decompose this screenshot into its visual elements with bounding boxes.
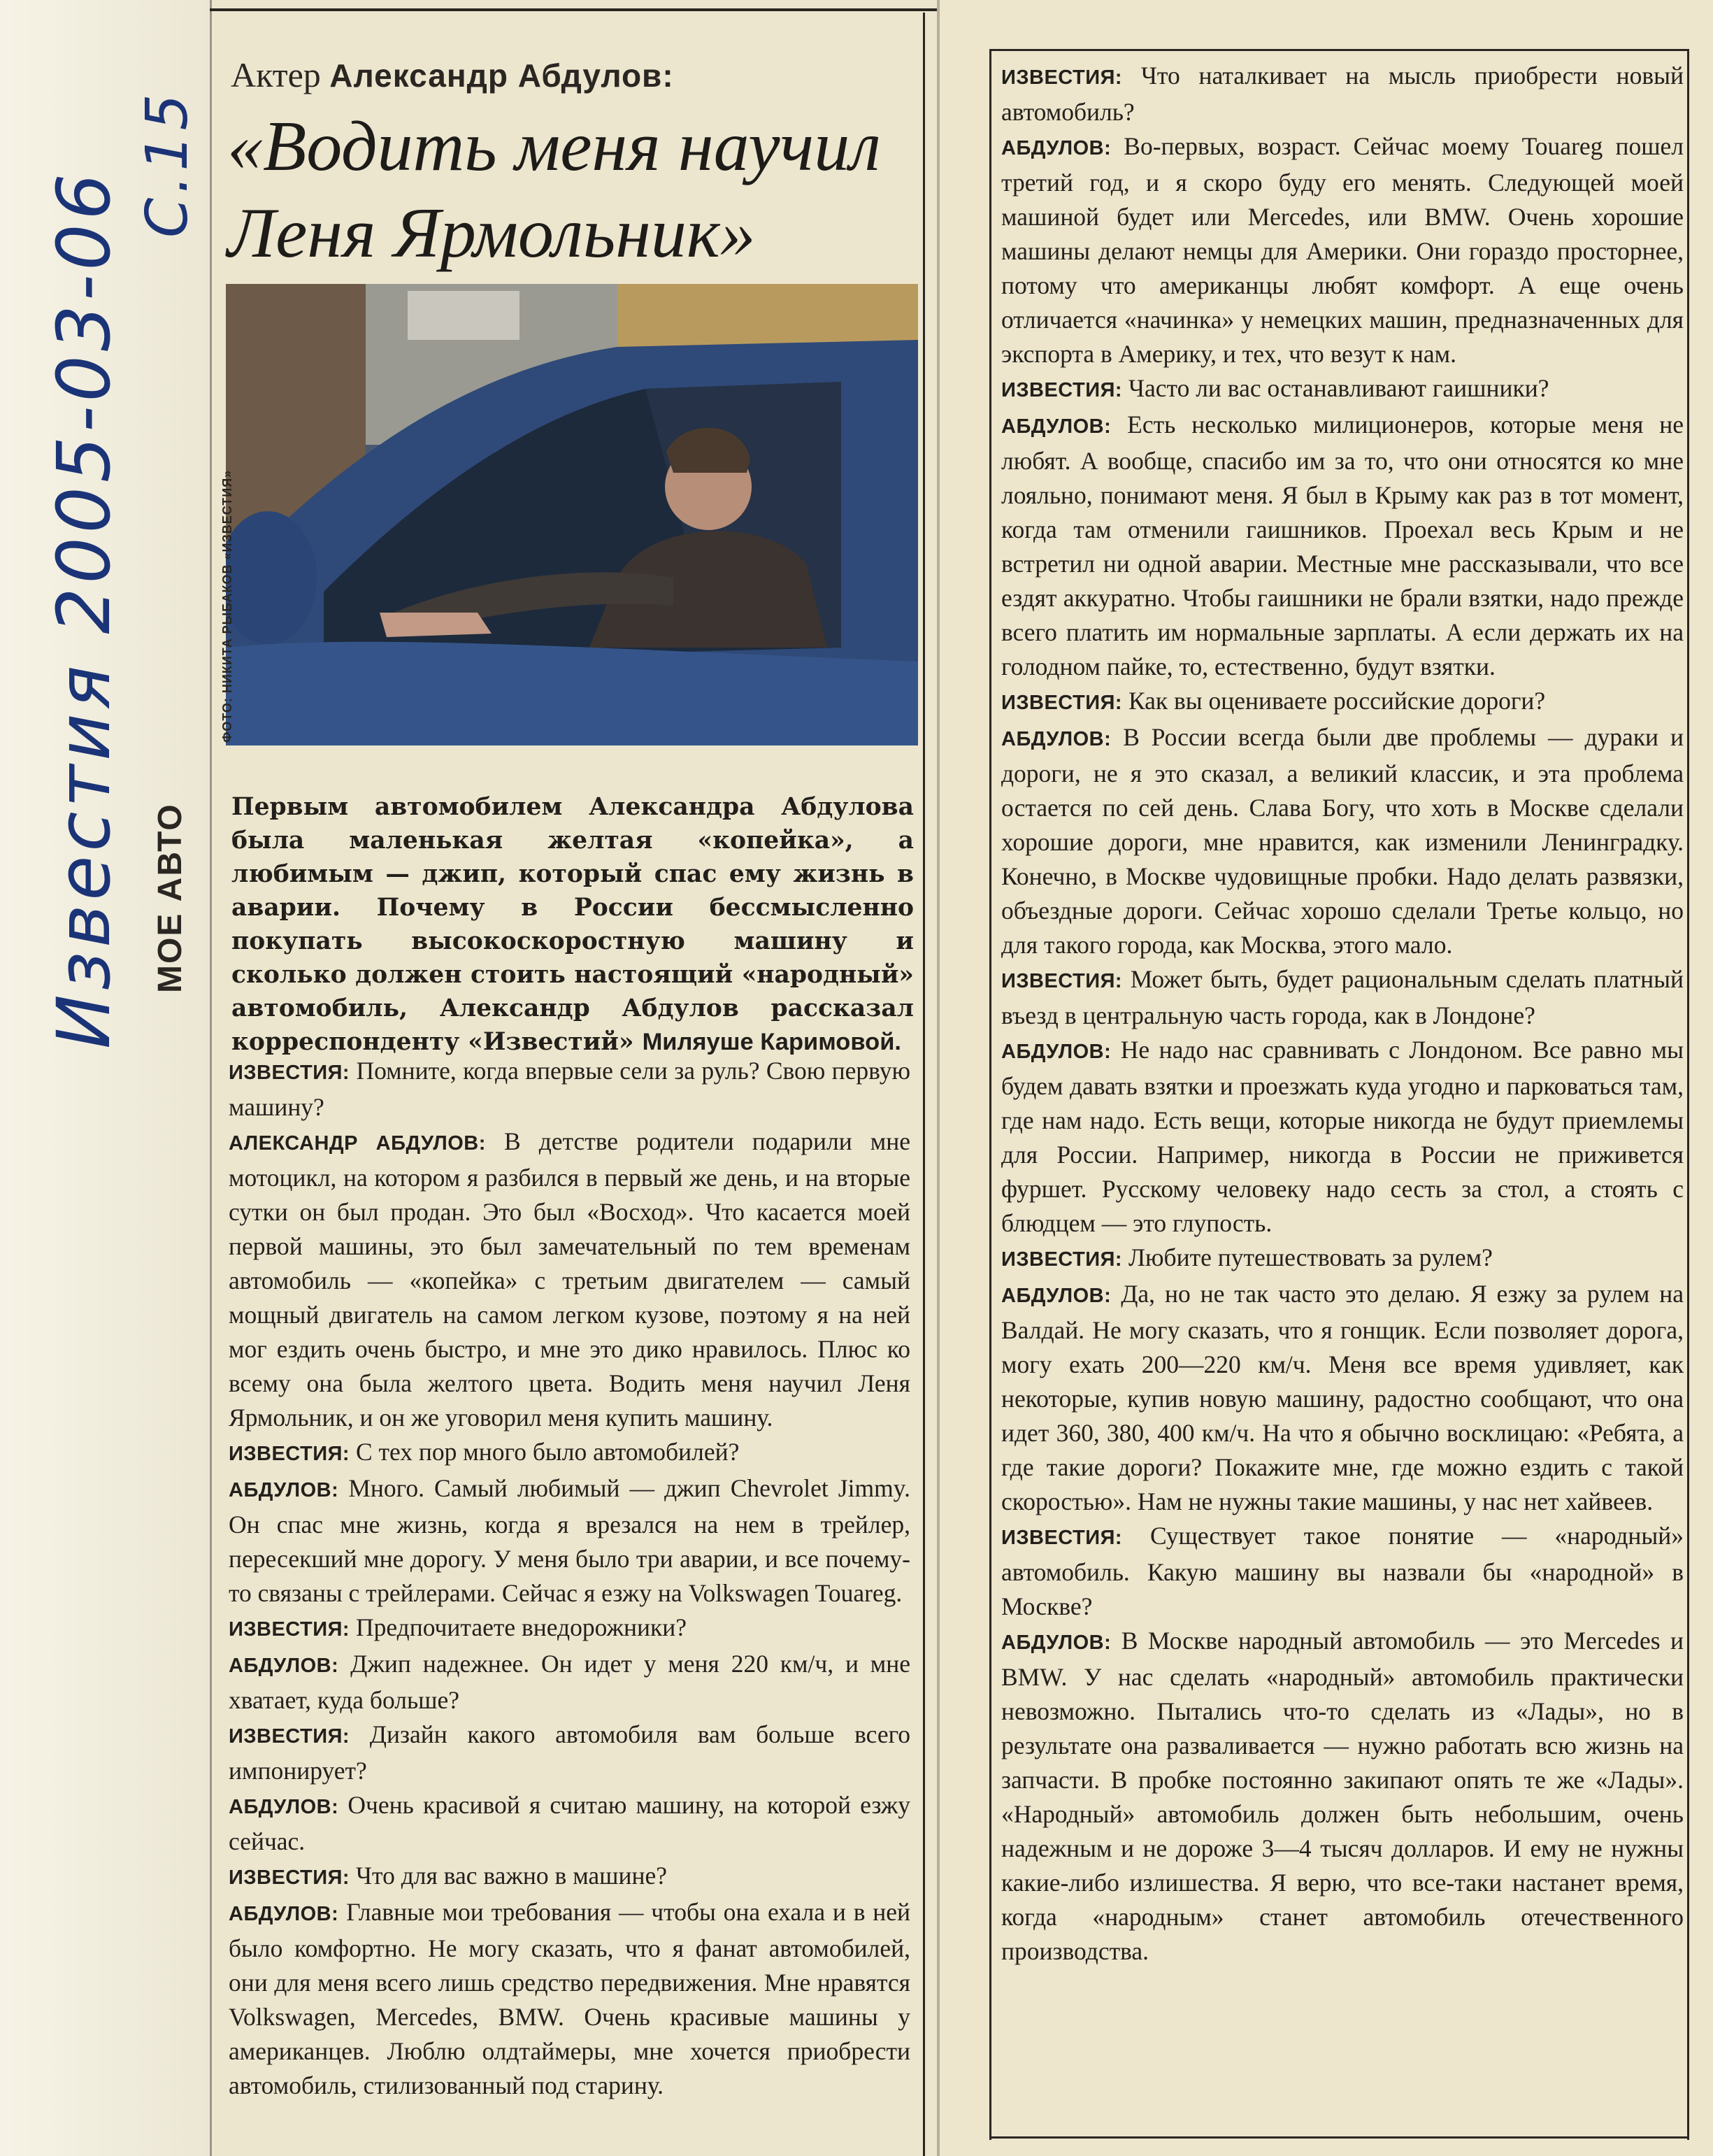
kicker-name: Александр Абдулов: [329,57,674,94]
headline-kicker [231,55,674,95]
qa-paragraph [229,1718,910,1788]
qa-paragraph [1001,684,1684,720]
qa-paragraph [1001,1033,1684,1241]
qa-paragraph [1001,1241,1684,1277]
qa-text: Джип надежнее. Он идет у меня 220 км/ч, и мне хватает, куда больше? [229,1650,911,1714]
top-rule-left [210,8,937,11]
column-divider-left [923,13,925,2156]
qa-text: Дизайн какого автомобиля вам больше всего импонирует? [229,1720,911,1785]
handwriting-date: Известия 2005-03-06 [41,169,127,1049]
speaker-label: АБДУЛОВ: [229,1796,339,1818]
qa-paragraph [229,1611,910,1647]
qa-paragraph [229,1647,910,1718]
qa-paragraph [1001,1277,1684,1519]
qa-text: Главные мои требования — чтобы она ехала и в ней было комфортно. Не могу сказать, что я фанат автомобилей, они для меня всего лишь средство передвижения. Мне нравятся Volkswagen, Mercedes, BMW. Очень красивые машины у американцев. Люблю олдтаймеры, мне хочется приобрести автомобиль, стилизованный под старину. [229,1898,911,2099]
bottom-rule-right [989,2136,1689,2139]
speaker-label: ИЗВЕСТИЯ: [1001,379,1123,401]
speaker-label: АЛЕКСАНДР АБДУЛОВ: [229,1132,486,1155]
qa-paragraph [1001,962,1684,1033]
qa-paragraph [1001,371,1684,408]
article-column-1 [229,1054,910,2103]
qa-text: Во-первых, возраст. Сейчас моему Touareg пошел третий год, и я скоро буду его менять. Следующей моей машиной будет или Mercedes, или BMW. Очень хорошие машины делают немцы для Америки. Они гораздо просторнее, потому что американцы любят комфорт. А еще очень отличается «начинка» у немецких машин, предназначенных для экспорта в Америку, и тех, что везут к нам. [1001,132,1684,368]
qa-text: В Москве народный автомобиль — это Mercedes и BMW. У нас сделать «народный» автомобиль практически невозможно. Пытались что-то сделать из «Лады», но в результате она разваливается — нужно работать всю жизнь на запчасти. В пробке постоянно закипают опять те же «Лады». «Народный» автомобиль должен быть небольшим, очень надежным и не дороже 3—4 тысяч долларов. И ему не нужны какие-либо излишества. Я верю, что все-таки настанет время, когда «народным» станет автомобиль отечественного производства. [1001,1627,1684,1965]
speaker-label: АБДУЛОВ: [1001,728,1112,750]
speaker-label: АБДУЛОВ: [1001,1041,1112,1063]
speaker-label: ИЗВЕСТИЯ: [229,1866,350,1889]
qa-text: Предпочитаете внедорожники? [355,1613,687,1641]
speaker-label: АБДУЛОВ: [1001,1632,1112,1654]
article-photo [226,284,918,745]
speaker-label: АБДУЛОВ: [229,1479,339,1501]
speaker-label: АБДУЛОВ: [229,1903,339,1925]
column-divider-outer [1687,49,1689,2140]
qa-paragraph [229,1054,910,1125]
speaker-label: АБДУЛОВ: [1001,137,1112,159]
speaker-label: ИЗВЕСТИЯ: [229,1062,350,1084]
speaker-label: ИЗВЕСТИЯ: [1001,66,1123,89]
lead-text: Первым автомобилем Александра Абдулова была маленькая желтая «копейка», а любимым — джип, который спас ему жизнь в аварии. Почему в России бессмысленно покупать высокоскоростную машину и сколько должен стоить настоящий «народный» автомобиль, Александр Абдулов рассказал корреспонденту «Известий» [231,793,914,1056]
speaker-label: ИЗВЕСТИЯ: [1001,692,1123,714]
top-rule-right [989,49,1689,51]
qa-text: Очень красивой я считаю машину, на которой езжу сейчас. [229,1791,911,1855]
qa-paragraph [229,1435,910,1471]
photo-illustration [226,284,918,745]
qa-paragraph [229,1471,910,1611]
qa-paragraph [229,1859,910,1895]
qa-text: В детстве родители подарили мне мотоцикл, на котором я разбился в первый же день, и на вторые сутки он был продан. Это был «Восход». Что касается моей первой машины, это был замечательный по тем временам автомобиль — «копейка» с третьим двигателем — самый мощный двигатель на самом легком кузове, поэтому я на ней мог ездить очень быстро, и мне это дико нравилось. Плюс ко всему она была желтого цвета. Водить меня научил Леня Ярмольник, и он же уговорил меня купить машину. [229,1127,910,1432]
qa-text: Помните, когда впервые сели за руль? Свою первую машину? [229,1057,910,1121]
qa-text: Что наталкивает на мысль приобрести новый автомобиль? [1001,62,1684,126]
speaker-label: ИЗВЕСТИЯ: [229,1725,350,1748]
speaker-label: ИЗВЕСТИЯ: [1001,1527,1123,1549]
article-column-2 [1001,59,1684,1969]
qa-text: Есть несколько милиционеров, которые меня не любят. А вообще, спасибо им за то, что они относятся ко мне лояльно, понимают меня. Я был в Крыму как раз в тот момент, когда там отменили гаишников. Проехал весь Крым и не встретил ни одной аварии. Местные мне рассказывали, что все ездят аккуратно. Чтобы гаишники не брали взятки, надо прежде всего платить им нормальные зарплаты. А если держать их на голодном пайке, то, естественно, будут взятки. [1001,411,1684,680]
speaker-label: АБДУЛОВ: [229,1655,339,1677]
handwriting-page: C.15 [134,90,201,238]
speaker-label: АБДУЛОВ: [1001,1285,1112,1307]
qa-paragraph [229,1895,910,2103]
speaker-label: АБДУЛОВ: [1001,415,1112,438]
section-label: МОЕ АВТО [152,803,189,993]
qa-text: Как вы оцениваете российские дороги? [1128,687,1546,715]
qa-paragraph [1001,720,1684,962]
qa-text: Что для вас важно в машине? [355,1862,668,1890]
qa-paragraph [1001,1519,1684,1624]
article-headline: «Водить меня научил Леня Ярмольник» [227,107,881,273]
lead-byline: Миляуше Каримовой. [642,1029,901,1055]
qa-text: Любите путешествовать за рулем? [1128,1243,1493,1271]
qa-text: Не надо нас сравнивать с Лондоном. Все равно мы будем давать взятки и проезжать куда угодно и парковаться там, где нам надо. Есть вещи, которые никогда не будут приемлемы для России. Например, никогда в России не приживется фуршет. Русскому человеку надо сесть за стол, а стоять с блюдцем — это глупость. [1001,1036,1684,1237]
qa-paragraph [1001,1624,1684,1969]
speaker-label: ИЗВЕСТИЯ: [229,1443,350,1465]
qa-text: Существует такое понятие — «народный» автомобиль. Какую машину вы назвали бы «народной» в Москве? [1001,1522,1684,1620]
qa-paragraph [229,1788,910,1859]
qa-paragraph [1001,408,1684,684]
speaker-label: ИЗВЕСТИЯ: [1001,1248,1123,1271]
qa-text: Да, но не так часто это делаю. Я езжу за рулем на Валдай. Не могу сказать, что я гонщик. Если позволяет дорога, могу ехать 200—220 км/ч. Меня все время удивляет, как некоторые, купив новую машину, радостно сообщают, что она идет 360, 380, 400 км/ч. На что я обычно восклицаю: «Ребята, а где такие дороги? Покажите мне, где можно ездить с такой скоростью». Нам не нужны такие машины, у нас нет хайвеев. [1001,1280,1684,1515]
kicker-prefix: Актер [231,55,321,94]
speaker-label: ИЗВЕСТИЯ: [229,1618,350,1641]
qa-text: Может быть, будет рациональным сделать платный въезд в центральную часть города, как в Лондоне? [1001,965,1684,1029]
qa-paragraph [229,1125,910,1435]
article-lead [231,790,914,1059]
qa-paragraph [1001,129,1684,371]
column-divider-right [989,49,991,2140]
qa-text: С тех пор много было автомобилей? [355,1438,740,1466]
qa-text: В России всегда были две проблемы — дураки и дороги, не я это сказал, а великий классик, и эта проблема остается по сей день. Слава Богу, что хоть в Москве сделали хорошие дороги, мне нравится, как изменили Ленинградку. Конечно, в Москве чудовищные пробки. Надо делать развязки, объездные дороги. Сейчас хорошо сделали Третье кольцо, но для такого города, как Москва, этого мало. [1001,723,1684,959]
qa-paragraph [1001,59,1684,129]
qa-text: Часто ли вас останавливают гаишники? [1128,374,1549,402]
speaker-label: ИЗВЕСТИЯ: [1001,970,1123,992]
qa-text: Много. Самый любимый — джип Chevrolet Jimmy. Он спас мне жизнь, когда я врезался на нем в трейлер, пересекший мне дорогу. У меня было три аварии, и все почему-то связаны с трейлерами. Сейчас я езжу на Volkswagen Touareg. [229,1474,911,1607]
photo-credit: ФОТО: НИКИТА РЫБАКОВ «ИЗВЕСТИЯ» [220,469,234,743]
